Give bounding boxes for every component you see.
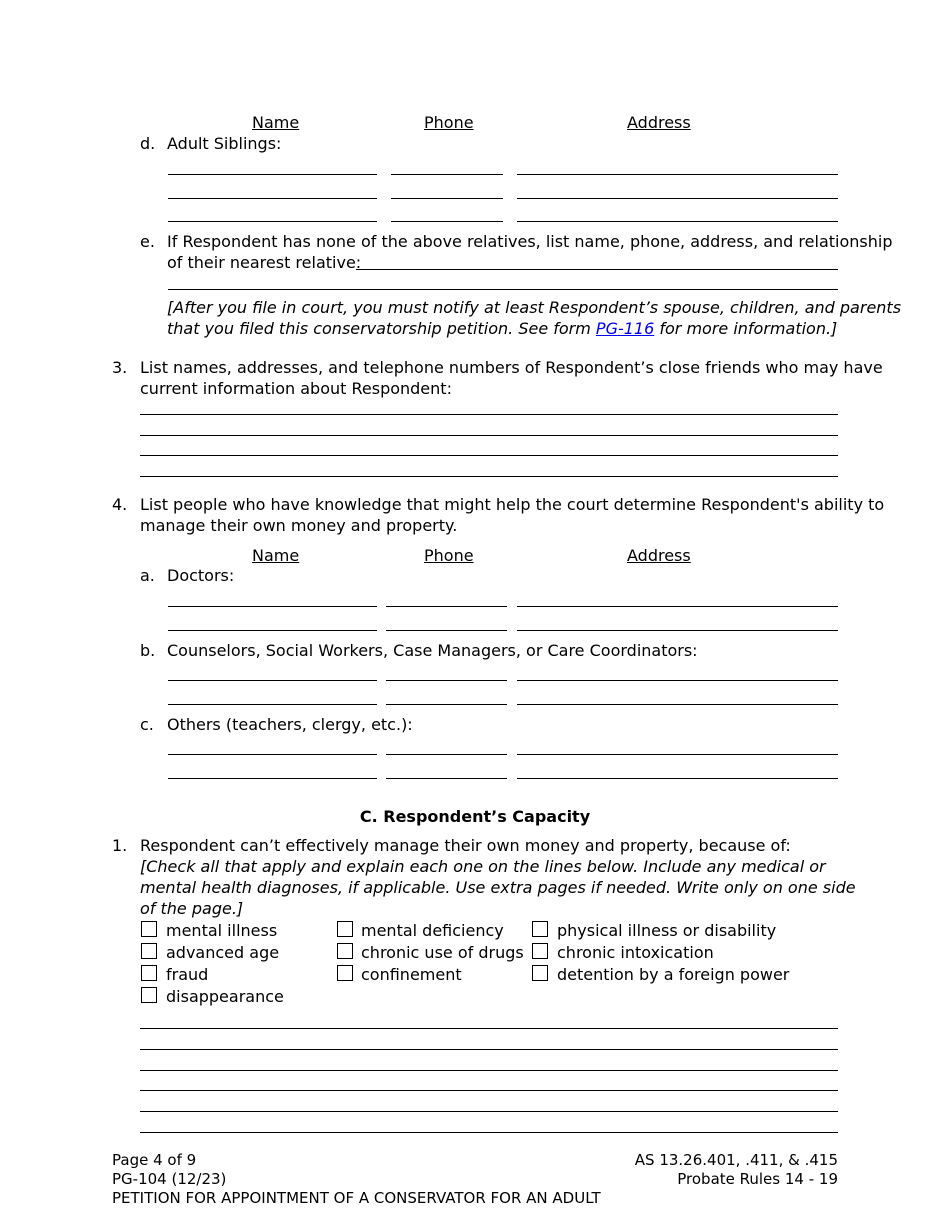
siblings-label: Adult Siblings: [167,134,282,153]
doctors-letter: a. [140,566,155,585]
doctor-name-field[interactable] [168,606,377,607]
sibling-address-field[interactable] [517,221,838,222]
nearest-letter: e. [140,232,155,251]
capacity-explanation-field[interactable] [140,1049,838,1050]
notice-line1: [After you file in court, you must notify at least Respondent’s spouse, children, and parents [167,298,902,317]
doctor-phone-field[interactable] [386,606,507,607]
counselor-phone-field[interactable] [386,680,507,681]
fraud-label: fraud [166,965,209,984]
column-header-phone: Phone [424,546,474,565]
footer-form-number: PG-104 (12/23) [112,1170,227,1188]
capacity-explanation-field[interactable] [140,1132,838,1133]
mental-deficiency-label: mental deficiency [361,921,504,940]
doctor-address-field[interactable] [517,606,838,607]
physical-illness-checkbox[interactable] [532,921,548,937]
counselor-phone-field[interactable] [386,704,507,705]
other-phone-field[interactable] [386,778,507,779]
sibling-name-field[interactable] [168,221,377,222]
physical-illness-label: physical illness or disability [557,921,777,940]
item4-line1: List people who have knowledge that might help the court determine Respondent's ability to [140,495,885,514]
counselor-name-field[interactable] [168,704,377,705]
mental-illness-label: mental illness [166,921,278,940]
foreign-detention-checkbox[interactable] [532,965,548,981]
chronic-intoxication-label: chronic intoxication [557,943,714,962]
sibling-address-field[interactable] [517,198,838,199]
footer-form-title: PETITION FOR APPOINTMENT OF A CONSERVATOR FOR AN ADULT [112,1189,601,1207]
sibling-phone-field[interactable] [391,198,503,199]
friends-field[interactable] [140,476,838,477]
capacity-explanation-field[interactable] [140,1111,838,1112]
counselor-address-field[interactable] [517,680,838,681]
others-label: Others (teachers, clergy, etc.): [167,715,413,734]
notice-text-post: for more information.] [654,319,838,338]
footer-rules: Probate Rules 14 - 19 [677,1170,838,1188]
disappearance-checkbox[interactable] [141,987,157,1003]
capacity-explanation-field[interactable] [140,1090,838,1091]
counselors-label: Counselors, Social Workers, Case Managers, or Care Coordinators: [167,641,698,660]
item3-number: 3. [112,358,128,377]
doctor-name-field[interactable] [168,630,377,631]
sibling-name-field[interactable] [168,174,377,175]
column-header-address: Address [627,546,691,565]
doctors-label: Doctors: [167,566,235,585]
fraud-checkbox[interactable] [141,965,157,981]
item4-line2: manage their own money and property. [140,516,458,535]
capacity-instructions-3: of the page.] [140,899,244,918]
capacity-instructions-1: [Check all that apply and explain each one on the lines below. Include any medical or [140,857,826,876]
footer-statute: AS 13.26.401, .411, & .415 [634,1151,838,1169]
chronic-drugs-label: chronic use of drugs [361,943,524,962]
other-address-field[interactable] [517,778,838,779]
counselor-name-field[interactable] [168,680,377,681]
others-letter: c. [140,715,154,734]
confinement-checkbox[interactable] [337,965,353,981]
mental-illness-checkbox[interactable] [141,921,157,937]
sibling-phone-field[interactable] [391,221,503,222]
capacity-instructions-2: mental health diagnoses, if applicable. Use extra pages if needed. Write only on one side [140,878,856,897]
nearest-line2: of their nearest relative: [167,253,362,272]
capacity-explanation-field[interactable] [140,1028,838,1029]
doctor-phone-field[interactable] [386,630,507,631]
other-name-field[interactable] [168,754,377,755]
mental-deficiency-checkbox[interactable] [337,921,353,937]
nearest-line1: If Respondent has none of the above relatives, list name, phone, address, and relationship [167,232,893,251]
confinement-label: confinement [361,965,462,984]
disappearance-label: disappearance [166,987,284,1006]
pg116-link[interactable]: PG-116 [595,319,655,338]
capacity-number: 1. [112,836,128,855]
nearest-relative-field[interactable] [356,269,838,270]
capacity-statement: Respondent can’t effectively manage their own money and property, because of: [140,836,791,855]
sibling-name-field[interactable] [168,198,377,199]
doctor-address-field[interactable] [517,630,838,631]
foreign-detention-label: detention by a foreign power [557,965,790,984]
friends-field[interactable] [140,455,838,456]
section-c-title: C. Respondent’s Capacity [359,807,591,826]
other-phone-field[interactable] [386,754,507,755]
item3-line2: current information about Respondent: [140,379,452,398]
advanced-age-label: advanced age [166,943,280,962]
chronic-drugs-checkbox[interactable] [337,943,353,959]
column-header-name: Name [252,113,300,132]
capacity-explanation-field[interactable] [140,1070,838,1071]
other-name-field[interactable] [168,778,377,779]
notice-text-pre: that you filed this conservatorship petition. See form [167,319,596,338]
sibling-address-field[interactable] [517,174,838,175]
column-header-address: Address [627,113,691,132]
friends-field[interactable] [140,435,838,436]
column-header-name: Name [252,546,300,565]
chronic-intoxication-checkbox[interactable] [532,943,548,959]
item4-number: 4. [112,495,128,514]
notice-line2 [167,318,837,339]
siblings-letter: d. [140,134,156,153]
counselors-letter: b. [140,641,156,660]
other-address-field[interactable] [517,754,838,755]
counselor-address-field[interactable] [517,704,838,705]
column-header-phone: Phone [424,113,474,132]
item3-line1: List names, addresses, and telephone numbers of Respondent’s close friends who may have [140,358,883,377]
footer-page-number: Page 4 of 9 [112,1151,197,1169]
friends-field[interactable] [140,414,838,415]
sibling-phone-field[interactable] [391,174,503,175]
nearest-relative-field-2[interactable] [168,289,838,290]
advanced-age-checkbox[interactable] [141,943,157,959]
